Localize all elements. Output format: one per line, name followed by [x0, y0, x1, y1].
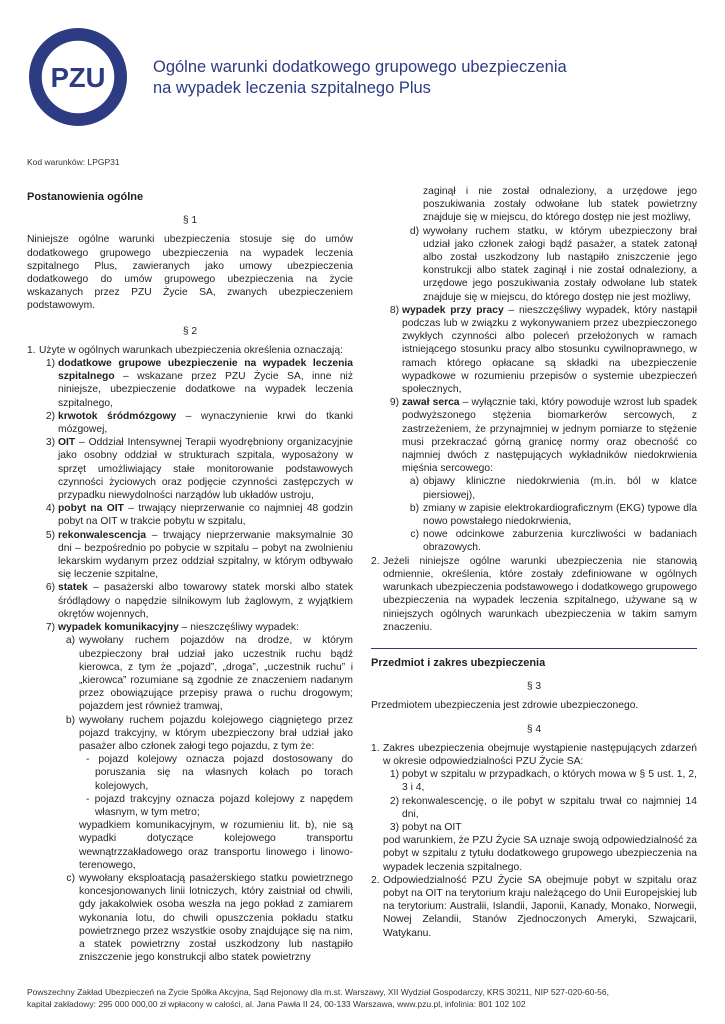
item-text: zmiany w zapisie elektrokardiograficznym (EKG) typowe dla nowo powstałego niedokrwienia,	[423, 502, 697, 528]
item-letter: d)	[409, 225, 419, 237]
definition-6	[27, 581, 353, 621]
definition-text: – trwający nieprzerwanie co najmniej 48 godzin pobyt na OIT w trakcie pobytu w szpitalu,	[58, 503, 353, 528]
definition-8	[371, 304, 697, 396]
item-text: Jeżeli niniejsze ogólne warunki ubezpieczenia nie stanowią odmiennie, określenia, które zostały zdefiniowane w ogólnych warunkach ubezpieczenia podstawowego i dodatkowego grupowego ubezpieczenia na wypadek leczenia szpitalnego, używane są w niniejszych ogólnych warunkach ubezpieczenia w takim samym znaczeniu.	[383, 555, 697, 633]
item-text: wywołany ruchem pojazdu kolejowego ciągniętego przez pojazd trakcyjny, w którym ubezpieczony brał udział jako pasażer albo członek załogi tego pojazdu, z tym że:	[79, 714, 353, 752]
definition-9a	[371, 475, 697, 501]
item-number: 5)	[45, 529, 55, 541]
left-column	[27, 185, 353, 964]
item-number: 1)	[389, 769, 399, 781]
p4-item-2	[371, 874, 697, 940]
item-number: 3)	[389, 821, 399, 833]
definition-7c	[27, 872, 353, 964]
definition-4	[27, 502, 353, 528]
title-line-1: Ogólne warunki dodatkowego grupowego ubezpieczenia	[153, 58, 567, 76]
item-text: nowe odcinkowe zaburzenia kurczliwości w badaniach obrazowych.	[423, 529, 697, 554]
item-letter: b)	[65, 714, 75, 726]
paragraph-sign-3: § 3	[526, 681, 542, 693]
definition-term: zawał serca	[402, 397, 460, 409]
item-letter: a)	[65, 635, 75, 647]
definition-text: – pasażerski albo towarowy statek morski albo statek śródlądowy o napędzie silnikowym lub żaglowym, z wyjątkiem okrętów wojennych,	[58, 582, 353, 620]
definition-9	[371, 396, 697, 475]
definition-7b	[27, 714, 353, 754]
item-text: objawy kliniczne niedokrwienia (m.in. ból w klatce piersiowej),	[423, 476, 697, 501]
definition-text: – nieszczęśliwy wypadek:	[178, 622, 299, 634]
definition-text: – nieszczęśliwy wypadek, który nastąpił podczas lub w związku z wykonywaniem przez ubezpieczonego zwykłych czynności albo poleceń przełożonych w ramach istniejącego stosunku pracy albo stosunku cywilnoprawnego, w ramach którego opłacane są składki na ubezpieczenie wypadkowe w rozumieniu przepisów o systemie ubezpieczeń społecznych,	[402, 304, 697, 396]
item-number: 2)	[389, 795, 399, 807]
definition-text: – wynaczynienie krwi do tkanki mózgowej,	[58, 410, 354, 436]
item-text: wywołany ruchem statku, w którym ubezpieczony brał udział jako członek załogi bądź pasażer, a statek zatonął albo został uszkodzony lub nastąpiło zniszczenie jego konstrukcji albo statek zaginął i nie został odnaleziony, a urzędowe jego poszukiwania zostały odwołane lub statek znajduje się w miejscu, do którego dostęp nie jest możliwy,	[423, 225, 697, 303]
p2-item-1	[27, 344, 353, 357]
p2-item-2	[371, 555, 697, 634]
section-heading-general: Postanowienia ogólne	[27, 191, 144, 203]
item-number: 2.	[371, 555, 380, 567]
item-number: 2.	[371, 874, 380, 886]
item-letter: c)	[410, 529, 419, 541]
definition-1	[27, 357, 353, 410]
item-text: - pojazd kolejowy oznacza pojazd dostosowany do poruszania się na własnych kołach po torach kolejowych,	[86, 754, 353, 792]
definition-term: wypadek komunikacyjny	[58, 622, 179, 634]
right-column	[371, 185, 697, 940]
item-number: 8)	[389, 304, 399, 316]
item-text: wywołany ruchem pojazdów na drodze, w którym ubezpieczony brał udział jako uczestnik ruchu bądź kierowca, z tym że „pojazd”, „droga”, „uczestnik ruchu” i „kierowca” rozumiane są zgodnie ze znaczeniem nadanym przez obowiązujące przepisy prawa o ruchu drogowym; pojazdem jest również tramwaj,	[79, 635, 353, 713]
item-text: Użyte w ogólnych warunkach ubezpieczenia określenia oznaczają:	[39, 344, 343, 356]
paragraph-sign-4: § 4	[526, 723, 542, 735]
definition-9c	[371, 528, 697, 554]
item-letter: a)	[409, 476, 419, 488]
item-text: rekonwalescencję, o ile pobyt w szpitalu trwał co najmniej 14 dni,	[402, 795, 697, 820]
pzu-logo-text: PZU	[50, 61, 106, 93]
p4-item-1	[371, 742, 697, 768]
definition-text: – Oddział Intensywnej Terapii wyodrębniony organizacyjnie jako osobny oddział w strukturach szpitala, wyposażony w sprzęt umożliwiający stałe monitorowanie podstawowych czynności życiowych oraz podjęcie czynności zastępczych w przypadku niewydolności narządów lub układów ustroju,	[58, 437, 353, 502]
item-text: Odpowiedzialność PZU Życie SA obejmuje pobyt w szpitalu oraz pobyt na OIT na terytorium kraju należącego do Unii Europejskiej lub na terytorium: Australii, Islandii, Japonii, Kanady, Monako, Norwegii, Nowej Zelandii, Stanów Zjednoczonych Ameryki, Szwajcarii, Watykanu.	[383, 874, 697, 939]
paragraph-1-text: Niniejsze ogólne warunki ubezpieczenia stosuje się do umów dodatkowego grupowego ubezpieczenia na wypadek leczenia szpitalnego Plus, zawieranych jako umowy ubezpieczenia dodatkowego do umów grupowego ubezpieczenia na życie wskazanych przez PZU Życie SA, zwanych ubezpieczeniem podstawowym.	[27, 234, 353, 312]
definition-term: dodatkowe grupowe ubezpieczenie na wypadek leczenia szpitalnego	[58, 358, 353, 383]
item-text: Zakres ubezpieczenia obejmuje wystąpienie następujących zdarzeń w okresie odpowiedzialności PZU Życie SA:	[383, 742, 697, 767]
definition-7b-dash-2	[27, 793, 353, 819]
section-heading-scope: Przedmiot i zakres ubezpieczenia	[371, 656, 546, 669]
item-text: pobyt na OIT	[402, 821, 462, 833]
item-number: 7)	[45, 622, 55, 634]
item-number: 1.	[27, 344, 36, 356]
item-text: - pojazd trakcyjny oznacza pojazd kolejowy z napędem własnym, w tym metro;	[86, 793, 353, 818]
p4-item-1-3	[371, 821, 697, 834]
definition-7	[27, 621, 353, 634]
item-number: 2)	[45, 410, 55, 422]
conditions-code: Kod warunków: LPGP31	[27, 157, 120, 167]
definition-7a	[27, 634, 353, 713]
definition-9b	[371, 502, 697, 528]
definition-term: OIT	[58, 437, 76, 449]
item-number: 1)	[45, 358, 55, 370]
definition-2	[27, 410, 353, 436]
definition-term: statek	[58, 582, 88, 594]
item-number: 3)	[45, 437, 55, 449]
paragraph-sign-1: § 1	[182, 215, 198, 227]
footer-line-1: Powszechny Zakład Ubezpieczeń na Życie Spółka Akcyjna, Sąd Rejonowy dla m.st. Warszawy, XII Wydział Gospodarczy, KRS 30211, NIP 527-020-60-56,	[27, 987, 609, 997]
footer-line-2: kapitał zakładowy: 295 000 000,00 zł wpłacony w całości, al. Jana Pawła II 24, 00-133 Warszawa, www.pzu.pl, infolinia: 801 102 102	[27, 999, 526, 1009]
item-text: wywołany eksploatacją pasażerskiego statku powietrznego koncesjonowanych linii lotniczych, który zaistniał od chwili, gdy jakakolwiek osoba weszła na jego pokład z zamiarem wykonania lotu, do chwili opuszczenia pokładu statku powietrznego przez wszystkie osoby znajdujące się na nim, a statek powietrzny został uszkodzony lub nastąpiło zniszczenie jego konstrukcji albo statek powietrzny	[79, 872, 353, 964]
item-letter: b)	[409, 502, 419, 514]
p4-item-1-continuation: pod warunkiem, że PZU Życie SA uznaje swoją odpowiedzialność za pobyt w szpitalu z tytułu dodatkowego grupowego ubezpieczenia na wypadek leczenia szpitalnego.	[383, 835, 697, 873]
definition-text: – trwający nieprzerwanie maksymalnie 30 dni – bezpośrednio po pobycie w szpitalu – pobyt na zwolnieniu lekarskim wydanym przez oddział szpitalny, w którym odbywało się leczenie szpitalne,	[58, 529, 353, 581]
document-title	[153, 57, 693, 99]
definition-7d	[371, 225, 697, 304]
item-number: 9)	[389, 397, 399, 409]
footer	[27, 986, 707, 1010]
definition-7c-continuation: zaginął i nie został odnaleziony, a urzędowe jego poszukiwania zostały odwołane lub statek powietrzny znajduje się w miejscu, do którego dostęp nie jest możliwy,	[423, 186, 697, 224]
p4-item-1-2	[371, 795, 697, 821]
definition-7b-dash-1	[27, 753, 353, 793]
definition-text: – wyłącznie taki, który powoduje wzrost lub spadek podwyższonego stężenia biomarkerów sercowych, z zastrzeżeniem, że przynajmniej w jednym pomiarze to stężenie musi przekraczać górną granicę normy oraz obecność co najmniej dwóch z następujących wykładników niedokrwienia mięśnia sercowego:	[402, 397, 697, 475]
definition-term: krwotok śródmózgowy	[58, 410, 177, 422]
definition-text: – wskazane przez PZU Życie SA, inne niż niniejsze, ubezpieczenie dodatkowe na wypadek leczenia szpitalnego,	[58, 371, 353, 409]
item-number: 6)	[45, 582, 55, 594]
paragraph-3-text: Przedmiotem ubezpieczenia jest zdrowie ubezpieczonego.	[371, 700, 639, 712]
pzu-logo	[29, 28, 127, 126]
item-letter: c)	[66, 872, 75, 884]
definition-term: wypadek przy pracy	[402, 304, 504, 316]
paragraph-sign-2: § 2	[182, 325, 198, 337]
definition-5	[27, 529, 353, 582]
definition-3	[27, 436, 353, 502]
definition-term: rekonwalescencja	[58, 529, 147, 541]
definition-term: pobyt na OIT	[58, 503, 124, 515]
item-number: 4)	[45, 503, 55, 515]
item-text: pobyt w szpitalu w przypadkach, o których mowa w § 5 ust. 1, 2, 3 i 4,	[402, 769, 697, 794]
item-number: 1.	[371, 742, 380, 754]
title-line-2: na wypadek leczenia szpitalnego Plus	[153, 79, 431, 97]
definition-7b-continuation: wypadkiem komunikacyjnym, w rozumieniu lit. b), nie są wypadki dotyczące kolejowego transportu wewnątrzzakładowego oraz transportu linowego i linowo-terenowego,	[79, 820, 353, 871]
section-divider	[371, 648, 697, 649]
p4-item-1-1	[371, 768, 697, 794]
